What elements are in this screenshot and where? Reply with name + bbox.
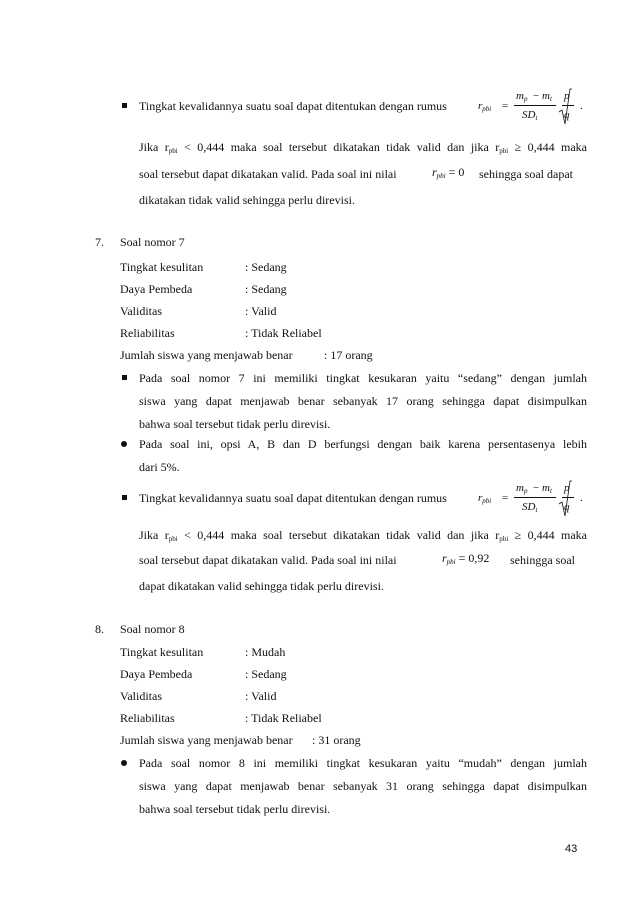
bullet-dot xyxy=(121,441,127,447)
sec6-line2b: sehingga soal dapat xyxy=(479,167,573,181)
sec7-jumlah-label: Jumlah siswa yang menjawab benar xyxy=(120,348,293,362)
validity-formula: $r_{pbi}$ = $m_p$ − $m_t$ $SD_t$ p q . xyxy=(478,480,598,520)
sec8-row-label: Tingkat kesulitan xyxy=(120,645,204,659)
sec6-line2a: soal tersebut dapat dikatakan valid. Pada soal ini nilai xyxy=(139,167,397,181)
sec7-row-label: Reliabilitas xyxy=(120,326,175,340)
sec8-row-label: Daya Pembeda xyxy=(120,667,193,681)
bullet-dot xyxy=(121,760,127,766)
validity-formula: $r_{pbi}$ = $m_p$ − $m_t$ $SD_t$ p q . xyxy=(478,88,598,128)
sec7-title: Soal nomor 7 xyxy=(120,235,185,249)
sec8-row-label: Reliabilitas xyxy=(120,711,175,725)
sec8-title: Soal nomor 8 xyxy=(120,622,185,636)
sec7-row-label: Validitas xyxy=(120,304,162,318)
sec7-b3-line2b: sehingga soal xyxy=(510,553,575,567)
sec7-b2-line2: dari 5%. xyxy=(139,460,180,474)
sec8-row-value: : Mudah xyxy=(245,645,286,659)
sec7-b1-line2: siswa yang dapat menjawab benar sebanyak 17 orang sehingga dapat disimpulkan xyxy=(139,394,587,408)
sec7-jumlah-value: : 17 orang xyxy=(324,348,373,362)
sec7-row-value: : Tidak Reliabel xyxy=(245,326,322,340)
sec7-b1-line3: bahwa soal tersebut tidak perlu direvisi. xyxy=(139,417,331,431)
sec6-line1: Jika $r_{pbi} < 0,444$ maka soal tersebut dikatakan tidak valid dan jika $r_{pbi} \ge 0,444$ maka xyxy=(139,140,588,155)
sec7-row-value: : Sedang xyxy=(245,260,287,274)
sec8-row-value: : Valid xyxy=(245,689,277,703)
sec7-row-label: Tingkat kesulitan xyxy=(120,260,204,274)
validity-lead-text: Tingkat kevalidannya suatu soal dapat ditentukan dengan rumus xyxy=(139,99,447,113)
sec7-row-label: Daya Pembeda xyxy=(120,282,193,296)
sec8-row-value: : Tidak Reliabel xyxy=(245,711,322,725)
sec8-jumlah-label: Jumlah siswa yang menjawab benar xyxy=(120,733,293,747)
sec7-row-value: : Sedang xyxy=(245,282,287,296)
sec7-b2-line1: Pada soal ini, opsi A, B dan D berfungsi dengan baik karena persentasenya lebih xyxy=(139,437,587,451)
sec7-row-value: : Valid xyxy=(245,304,277,318)
sec8-row-label: Validitas xyxy=(120,689,162,703)
sec7-b3-line2a: soal tersebut dapat dikatakan valid. Pada soal ini nilai xyxy=(139,553,397,567)
sec7-b3-line3: dapat dikatakan valid sehingga tidak perlu direvisi. xyxy=(139,579,384,593)
sec8-number: 8. xyxy=(95,622,104,636)
validity-lead-text: Tingkat kevalidannya suatu soal dapat ditentukan dengan rumus xyxy=(139,491,447,505)
sec8-b1-line1: Pada soal nomor 8 ini memiliki tingkat kesukaran yaitu “mudah” dengan jumlah xyxy=(139,756,587,770)
sec7-b1-line1: Pada soal nomor 7 ini memiliki tingkat kesukaran yaitu “sedang” dengan jumlah xyxy=(139,371,587,385)
sec8-jumlah-value: : 31 orang xyxy=(312,733,361,747)
sec8-b1-line3: bahwa soal tersebut tidak perlu direvisi. xyxy=(139,802,331,816)
sec7-inline-formula: $r_{pbi} = 0,92$ xyxy=(442,551,490,566)
bullet-square xyxy=(122,103,127,108)
page-number: 43 xyxy=(565,843,578,855)
sec6-line3: dikatakan tidak valid sehingga perlu direvisi. xyxy=(139,193,355,207)
sec7-number: 7. xyxy=(95,235,104,249)
sec7-b3-line1: Jika $r_{pbi} < 0,444$ maka soal tersebut dikatakan tidak valid dan jika $r_{pbi} \ge 0,444$ maka xyxy=(139,528,588,543)
bullet-square xyxy=(122,495,127,500)
sec6-inline-formula: $r_{pbi} = 0$ xyxy=(432,165,465,180)
sec8-row-value: : Sedang xyxy=(245,667,287,681)
sec8-b1-line2: siswa yang dapat menjawab benar sebanyak 31 orang sehingga dapat disimpulkan xyxy=(139,779,587,793)
bullet-square xyxy=(122,375,127,380)
